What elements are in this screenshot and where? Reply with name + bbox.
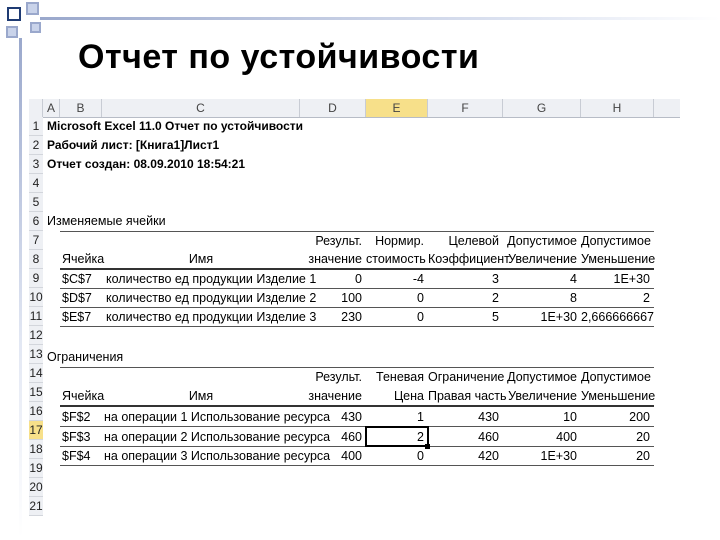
row-header-18[interactable]: 18 [29, 440, 43, 459]
constraints-header-decrease-1: Допустимое [581, 370, 651, 384]
changing-row-1-increase: 4 [570, 272, 577, 286]
changing-row-3-cell: $E$7 [62, 310, 92, 324]
constraints-row-1-border [60, 426, 654, 427]
row-header-8[interactable]: 8 [29, 250, 43, 269]
row-header-2[interactable]: 2 [29, 136, 43, 155]
changing-row-3-result: 230 [341, 310, 362, 324]
constraints-row-3-increase: 1E+30 [540, 449, 577, 463]
changing-row-3-increase: 1E+30 [540, 310, 577, 324]
row-header-14[interactable]: 14 [29, 364, 43, 383]
changing-header-cell: Ячейка [62, 252, 105, 266]
column-header-h[interactable]: H [581, 99, 654, 117]
changing-row-1-cell: $C$7 [62, 272, 92, 286]
constraints-header-rhs-1: Ограничение [428, 370, 505, 384]
constraints-row-2-result: 460 [341, 430, 362, 444]
row-header-13[interactable]: 13 [29, 345, 43, 364]
constraints-row-1-cell: $F$2 [62, 410, 91, 424]
column-header-extra [654, 99, 680, 117]
constraints-header-result-1: Результ. [315, 370, 362, 384]
changing-row-1-result: 0 [355, 272, 362, 286]
constraints-row-2-shadow[interactable]: 2 [417, 430, 424, 444]
changing-row-3-reduced-cost: 0 [417, 310, 424, 324]
changing-row-1-name: количество ед продукции Изделие 1 [106, 272, 317, 286]
row-header-20[interactable]: 20 [29, 478, 43, 497]
deco-square-3 [30, 22, 41, 33]
row-header-4[interactable]: 4 [29, 174, 43, 193]
constraints-bottom-border [60, 465, 654, 466]
constraints-row-1-shadow: 1 [417, 410, 424, 424]
column-header-corner [29, 99, 43, 117]
constraints-row-3-decrease: 20 [636, 449, 650, 463]
constraints-row-1-name: на операции 1 Использование ресурса [104, 410, 331, 424]
constraints-header-decrease-2: Уменьшение [581, 389, 656, 403]
changing-row-3-decrease: 2,666666667 [581, 310, 654, 324]
constraints-title: Ограничения [47, 350, 124, 364]
constraints-row-1-decrease: 200 [629, 410, 650, 424]
column-header-d[interactable]: D [300, 99, 366, 117]
constraints-row-2-cell: $F$3 [62, 430, 91, 444]
changing-row-1-objective: 3 [492, 272, 499, 286]
constraints-row-3-shadow: 0 [417, 449, 424, 463]
report-header-line-1: Microsoft Excel 11.0 Отчет по устойчивости [47, 119, 304, 133]
changing-row-1-reduced-cost: -4 [412, 272, 424, 286]
constraints-row-1-increase: 10 [563, 410, 577, 424]
constraints-row-1-result: 430 [341, 410, 362, 424]
constraints-header-increase-1: Допустимое [507, 370, 577, 384]
column-header-a[interactable]: A [43, 99, 60, 117]
constraints-header-cell: Ячейка [62, 389, 105, 403]
column-header-c[interactable]: C [102, 99, 300, 117]
changing-row-3-name: количество ед продукции Изделие 3 [106, 310, 317, 324]
changing-header-decrease-2: Уменьшение [581, 252, 656, 266]
changing-header-objective-2: Коэффициент [428, 252, 510, 266]
changing-row-2-objective: 2 [492, 291, 499, 305]
row-header-1[interactable]: 1 [29, 117, 43, 136]
constraints-header-increase-2: Увеличение [508, 389, 577, 403]
constraints-row-3-result: 400 [341, 449, 362, 463]
row-header-9[interactable]: 9 [29, 269, 43, 288]
report-header-line-3: Отчет создан: 08.09.2010 18:54:21 [47, 157, 246, 171]
deco-square-4 [6, 26, 18, 38]
row-header-16[interactable]: 16 [29, 402, 43, 421]
constraints-row-2-increase: 400 [556, 430, 577, 444]
changing-header-reduced-cost-1: Нормир. [375, 234, 424, 248]
decorative-vertical-bar [19, 38, 22, 538]
report-header-line-2: Рабочий лист: [Книга1]Лист1 [47, 138, 220, 152]
row-header-19[interactable]: 19 [29, 459, 43, 478]
row-header-11[interactable]: 11 [29, 307, 43, 326]
changing-header-reduced-cost-2: стоимость [366, 252, 426, 266]
changing-header-increase-2: Увеличение [508, 252, 577, 266]
changing-header-result-1: Результ. [315, 234, 362, 248]
column-header-b[interactable]: B [60, 99, 102, 117]
changing-cells-bottom-border [60, 326, 654, 327]
active-cell-selection[interactable] [365, 426, 429, 447]
deco-square-2 [26, 2, 39, 15]
row-header-17[interactable]: 17 [29, 421, 43, 440]
spreadsheet-screenshot [29, 99, 680, 526]
deco-square-1 [7, 7, 21, 21]
decorative-horizontal-bar [40, 17, 720, 20]
changing-row-2-decrease: 2 [643, 291, 650, 305]
constraints-header-result-2: значение [308, 389, 362, 403]
constraints-row-3-cell: $F$4 [62, 449, 91, 463]
changing-row-2-cell: $D$7 [62, 291, 92, 305]
row-header-10[interactable]: 10 [29, 288, 43, 307]
row-header-7[interactable]: 7 [29, 231, 43, 250]
row-header-15[interactable]: 15 [29, 383, 43, 402]
slide-title: Отчет по устойчивости [78, 38, 480, 76]
constraints-header-shadow-1: Теневая [376, 370, 424, 384]
changing-row-2-name: количество ед продукции Изделие 2 [106, 291, 317, 305]
changing-cells-title: Изменяемые ячейки [47, 214, 166, 228]
changing-row-2-reduced-cost: 0 [417, 291, 424, 305]
column-header-f[interactable]: F [428, 99, 503, 117]
constraints-row-3-name: на операции 3 Использование ресурса [104, 449, 331, 463]
row-header-6[interactable]: 6 [29, 212, 43, 231]
row-header-5[interactable]: 5 [29, 193, 43, 212]
constraints-header-rhs-2: Правая часть [428, 389, 507, 403]
row-header-12[interactable]: 12 [29, 326, 43, 345]
constraints-header-border [60, 405, 654, 407]
constraints-row-3-rhs: 420 [478, 449, 499, 463]
constraints-row-2-name: на операции 2 Использование ресурса [104, 430, 331, 444]
constraints-header-shadow-2: Цена [393, 389, 424, 403]
column-header-e[interactable]: E [366, 99, 428, 117]
changing-row-2-increase: 8 [570, 291, 577, 305]
constraints-row-2-decrease: 20 [636, 430, 650, 444]
fill-handle[interactable] [425, 444, 430, 449]
constraints-row-1-rhs: 430 [478, 410, 499, 424]
changing-header-name: Имя [188, 252, 214, 266]
column-header-g[interactable]: G [503, 99, 581, 117]
column-header-bar [29, 99, 680, 118]
changing-header-objective-1: Целевой [448, 234, 499, 248]
changing-header-decrease-1: Допустимое [581, 234, 651, 248]
changing-row-2-result: 100 [341, 291, 362, 305]
constraints-header-name: Имя [188, 389, 214, 403]
changing-row-3-objective: 5 [492, 310, 499, 324]
changing-row-1-decrease: 1E+30 [613, 272, 650, 286]
changing-header-increase-1: Допустимое [507, 234, 577, 248]
row-header-3[interactable]: 3 [29, 155, 43, 174]
constraints-row-2-rhs: 460 [478, 430, 499, 444]
row-header-21[interactable]: 21 [29, 497, 43, 516]
changing-header-result-2: значение [308, 252, 362, 266]
